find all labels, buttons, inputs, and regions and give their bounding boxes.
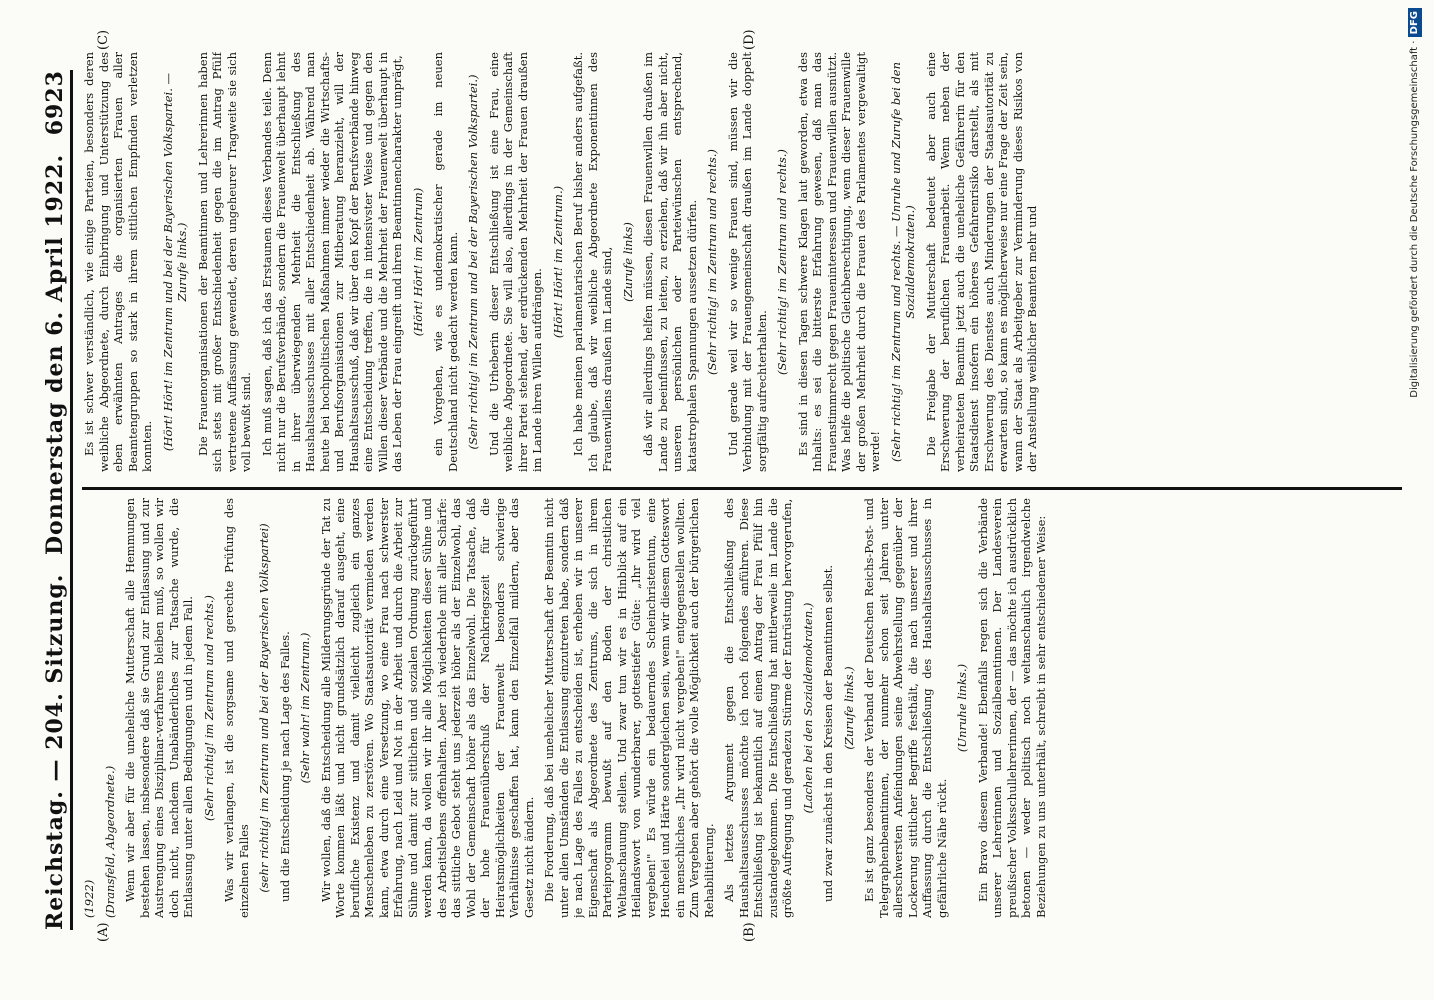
interjection: (Sehr wahr! im Zentrum.) (298, 632, 312, 784)
interjection: (Unruhe links.) (955, 663, 969, 753)
paragraph: Wenn wir aber für die uneheliche Mutterschaft alle Hemmungen bestehen lassen, insbesondere daß sie Grund zur Entlassung und zur Austrengung eines Disziplinar-verfahrens bleiben muß, so wollen wir doch nicht, nachdem Unabänderliches zur Tatsache wurde, die Entlassung unter allen Bedingungen und in jedem Fall. (123, 498, 195, 918)
side-credit-strip (1404, 8, 1426, 992)
margin-mark-b: (B) (742, 922, 757, 942)
year-tag: (1922) (82, 879, 96, 918)
column-divider (82, 487, 1402, 490)
dfg-logo: DFG (1408, 8, 1422, 37)
paragraph: Es sind in diesen Tagen schwere Klagen laut geworden, etwa des Inhalts: es sei die bitterste Erfahrung gewesen, daß man das Frauenstimmrecht gegen Fraueninteressen und Frauenwillen ausnützt. Was helfe die politische Gleichberechtigung, wenn dieser Frauenwille der großen Mehrheit durch die Frauen des Parlamentes vergewaltigt werde! (795, 52, 882, 472)
paragraph: Ich muß sagen, daß ich das Erstaunen dieses Verbandes teile. Denn nicht nur die Berufsverbände, sondern die Frauenwelt überhaupt lehnt in ihrer überwiegenden Mehrheit die Entschließung des Haushaltsausschusses mit aller Entschiedenheit ab. Während man heute bei hochpolitischen Maßnahmen immer wieder die Wirtschafts- und Berufsorganisationen zur Mitberatung heranzieht, will der Haushaltsausschuß, daß wir über den Kopf der Berufsverbände hinweg eine Entscheidung treffen, die in intensivster Weise und gegen den Willen dieser Verbände und die Mehrheit der Frauenwelt überhaupt in das Leben der Frau eingreift und ihren Beamtinnencharakter umprägt, (259, 52, 404, 472)
interjection: (Lachen bei den Sozialdemokraten.) (800, 602, 815, 814)
left-column (82, 498, 1402, 918)
paragraph: Und gerade weil wir so wenige Frauen sind, müssen wir die Verbindung mit der Frauengemeinschaft draußen im Lande doppelt sorgfältig aufrechterhalten. (725, 52, 769, 472)
running-header (20, 70, 68, 930)
paragraph: Die Freigabe der Mutterschaft bedeutet aber auch eine Erschwerung der beruflichen Frauenarbeit. Wenn neben der verheirateten Beamtin jetzt auch die uneheliche Gefährerin für den Staatsdienst insofern ein höheres Gefahrenrisiko darstellt, als mit Erschwerung des Dienstes auch Minderungen der Staatsautorität zu erwarten sind, so kann es möglicherweise nur eine Frage der Zeit sein, wann der Staat als Arbeitgeber zur Verminderung dieses Risikos von der Anstellung weiblicher Beamten mehr und (923, 52, 1039, 472)
paragraph: ein Vorgehen, wie es undemokratischer gerade im neuen Deutschland nicht gedacht werden kann. (431, 52, 460, 472)
interjection: (Hört! Hört! im Zentrum.) (550, 185, 565, 339)
interjection: (Sehr richtig! im Zentrum und rechts. — Unruhe und Zurufe bei den Sozialdemokraten.) (888, 62, 917, 462)
margin-mark-c: (C) (96, 29, 111, 50)
paragraph: und die Entscheidung je nach Lage des Falles. (277, 631, 292, 902)
page-number: 6923 (42, 70, 68, 136)
interjection: (Sehr richtig! im Zentrum und rechts.) (201, 595, 216, 821)
speaker-line: (Dransfeld, Abgeordnete.) (102, 765, 117, 918)
header-left: Reichstag. — 204. Sitzung. (42, 573, 68, 930)
paragraph: daß wir allerdings helfen müssen, diesen Frauenwillen draußen im Lande zu beeinflussen, zu leiten, zu erziehen, daß wir ihn aber nicht, unseren persönlichen oder Parteiwünschen entsprechend, katastrophalen Spannungen aussetzen dürfen. (641, 52, 699, 472)
margin-mark-d: (D) (742, 29, 757, 50)
paragraph: Die Forderung, daß bei unehelicher Mutterschaft der Beamtin nicht unter allen Umständen die Entlassung einzutreten habe, sondern daß je nach Lage des Falles zu entscheiden ist, erheben wir in unserer Eigenschaft als Abgeordnete des Zentrums, die sich in ihrem Parteiprogramm bewußt auf den Boden der christlichen Weltanschauung stellen. Und zwar tun wir es in Hinblick auf ein Heilandswort von wunderbarer, gottestiefer Güte: „Ihr wird viel vergeben!" Es würde ein bedauerndes Scheinchristentum, eine Heuchelei und Härte sondergleichen sein, wenn wir diesem Gotteswort ein menschliches „Ihr wird nicht vergeben!" entgegenstellen wollten. Zum Vergeben aber gehört die volle Möglichkeit auch der bürgerlichen Rehabilitierung. (542, 498, 716, 918)
paragraph: Es ist schwer verständlich, wie einige Parteien, besonders deren weibliche Abgeordnete, durch Einbringung und Unterstützung des eben erwähnten Antrages die organisierten Frauen aller Beamtengruppen so stark in ihrem sittlichen Empfinden verletzen konnten. (82, 52, 154, 472)
interjection: (Zurufe links.) (841, 666, 856, 750)
interjection: (sehr richtig! im Zentrum und bei der Bayerischen Volkspartei) (257, 523, 271, 893)
interjection: (Hört! Hört! im Zentrum und bei der Bayerischen Volkspartei. — Zurufe links.) (160, 72, 189, 452)
margin-mark-a: (A) (96, 922, 111, 942)
interjection: (Sehr richtig! im Zentrum und rechts.) (705, 149, 719, 375)
paragraph: Ein Bravo diesem Verbande! Ebenfalls regen sich die Verbände unserer Lehrerinnen und Sozialbeamtinnen. Der Landesverein preußischer Volksschullehrerinnen, der — das möchte ich ausdrücklich betonen — weder politisch noch weltanschaulich irgendwelche Beziehungen zu uns unterhält, schreibt in sehr entschiedener Weise: (975, 498, 1048, 918)
side-credit (1404, 8, 1426, 992)
interjection: (Sehr richtig! im Zentrum und bei der Bayerischen Volkspartei.) (466, 74, 480, 450)
interjection: (Sehr richtig! im Zentrum und rechts.) (775, 149, 789, 375)
header-center: Donnerstag den 6. April 1922. (42, 153, 68, 556)
paragraph: und zwar zunächst in den Kreisen der Beamtinnen selbst. (821, 564, 835, 902)
paragraph: Und die Urheberin dieser Entschließung ist eine Frau, eine weibliche Abgeordnete. Sie will also, allerdings in der Gemeinschaft ihrer Partei stehend, der erdrückenden Mehrheit der Frauen draußen im Lande ihren Willen aufdrängen. (486, 52, 544, 472)
interjection: (Zurufe links) (620, 222, 635, 302)
paragraph: Es ist ganz besonders der Verband der Deutschen Reichs-Post- und Telegraphenbeamtinnen, der nunmehr schon seit Jahren unter allerschwersten Anfeindungen seine Abwehrstellung gegenüber der Lockerung sittlicher Begriffe festhält, die nach unserer und ihrer Auffassung durch die Entschließung des Haushaltsausschusses in gefährliche Nähe rückt. (862, 498, 949, 918)
interjection: (Hört! Hört! im Zentrum) (410, 187, 425, 337)
paragraph: Als letztes Argument gegen die Entschließung des Haushaltsausschusses möchte ich noch folgendes anführen. Diese Entschließung ist bekanntlich auf einen Antrag der Frau Pfülf hin zustandegekommen. Die Entschließung hat mittlerweile im Lande die größte Aufregung und geradezu Stürme der Entrüstung hervorgerufen, (722, 498, 794, 918)
paragraph: Was wir verlangen, ist die sorgsame und gerechte Prüfung des einzelnen Falles (222, 498, 251, 918)
paragraph: Wir wollen, daß die Entscheidung alle Milderungsgründe der Tat zu Worte kommen läßt und nicht grundsätzlich darauf ausgeht, eine berufliche Existenz und damit vielleicht zugleich ein ganzes Menschenleben zu zerstören. Wo Staatsautorität vermieden werden kann, etwa durch eine Versetzung, wo eine Frau nach schwerster Erfahrung, nach Leid und Not in der Arbeit und durch die Arbeit zur Sühne und damit zur sittlichen und sozialen Ordnung zurückgeführt werden kann, da wollen wir ihr alle Möglichkeiten dieser Sühne und des Arbeitslebens offenhalten. Aber ich wiederhole mit aller Schärfe: das sittliche Gebot steht uns jederzeit höher als der Einzelwohl, das Wohl der Gemeinschaft höher als das Einzelwohl. Die Tatsache, daß der hohe Frauenüberschuß der Nachkriegszeit für die Heiratsmöglichkeiten der Frauenwelt besonders schwierige Verhältnisse geschaffen hat, kann den Einzelfall mildern, aber das Gesetz nicht ändern. (318, 498, 536, 918)
paragraph: Die Frauenorganisationen der Beamtinnen und Lehrerinnen haben sich stets mit großer Entschiedenheit gegen die im Antrag Pfülf vertretene Auffassung gewendet, deren ungeheurer Tragweite sie sich voll bewußt sind. (195, 52, 253, 472)
right-column (82, 52, 1402, 472)
header-rule (70, 70, 73, 930)
side-credit-text: Digitalisierung gefördert durch die Deutsche Forschungsgemeinschaft · (1409, 40, 1420, 398)
paragraph: Ich habe meinen parlamentarischen Beruf bisher anders aufgefaßt. Ich glaube, daß wir weibliche Abgeordnete Exponentinnen des Frauenwillens draußen im Lande sind, (571, 52, 614, 472)
